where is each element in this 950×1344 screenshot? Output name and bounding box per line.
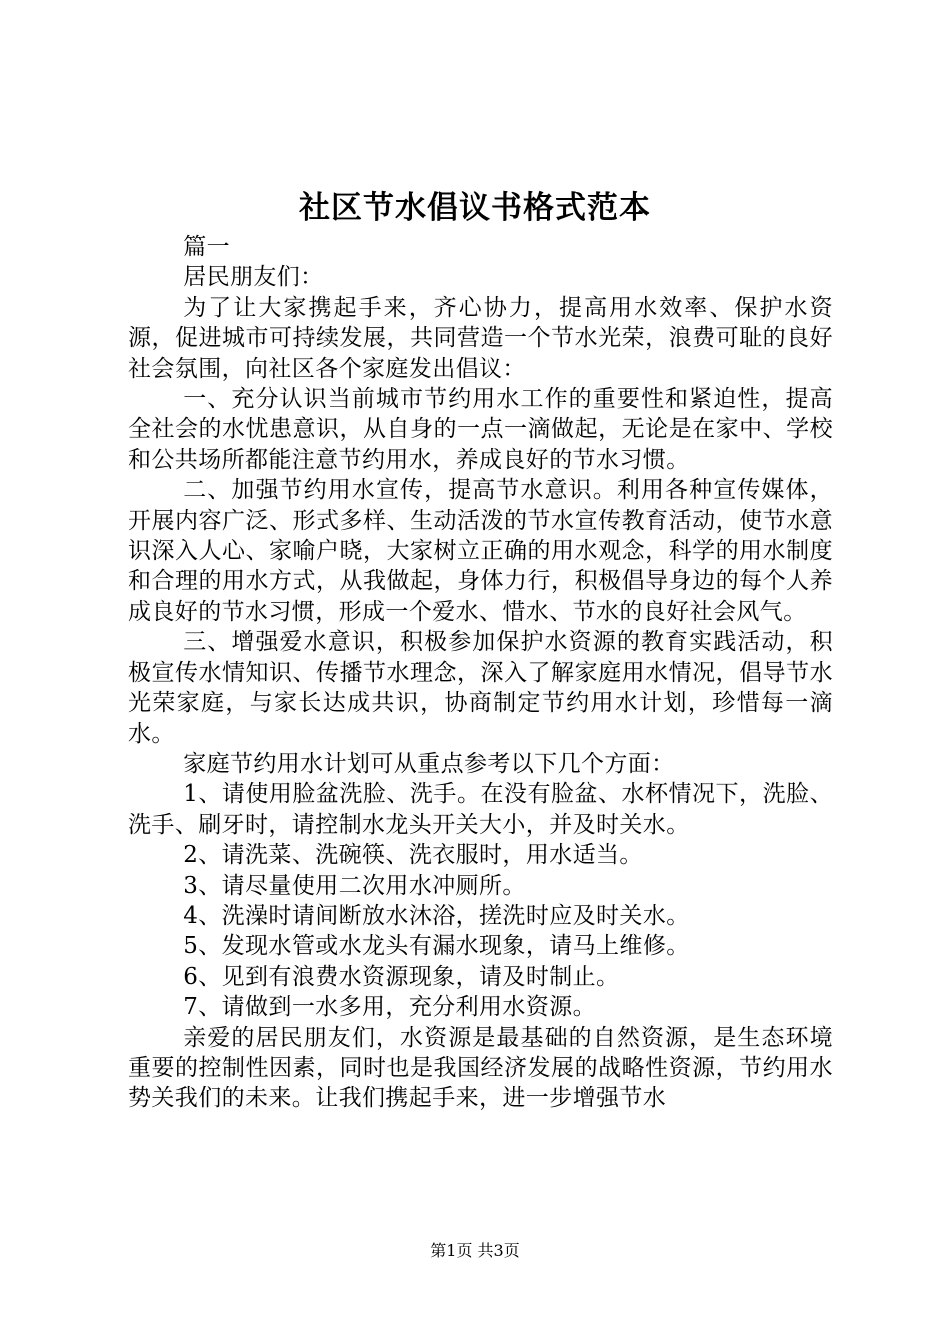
proposal-1-paragraph: 一、充分认识当前城市节约用水工作的重要性和紧迫性，提高全社会的水忧患意识，从自身的一点一滴做起，无论是在家中、学校和公共场所都能注意节约用水，养成良好的节水习惯。 xyxy=(128,386,833,473)
section-label: 篇一 xyxy=(183,234,230,260)
closing-paragraph: 亲爱的居民朋友们，水资源是最基础的自然资源，是生态环境重要的控制性因素，同时也是我国经济发展的战略性资源，节约用水势关我们的未来。让我们携起手来，进一步增强节水 xyxy=(128,1024,833,1112)
plan-heading: 家庭节约用水计划可从重点参考以下几个方面： xyxy=(183,750,675,777)
plan-item: 1、请使用脸盆洗脸、洗手。在没有脸盆、水杯情况下，洗脸、洗手、刷牙时，请控制水龙头开关大小，并及时关水。 xyxy=(128,781,833,838)
plan-item: 4、洗澡时请间断放水沐浴，搓洗时应及时关水。 xyxy=(183,902,690,929)
document-body xyxy=(128,232,833,1114)
document-title: 社区节水倡议书格式范本 xyxy=(299,190,651,226)
plan-item: 2、请洗菜、洗碗筷、洗衣服时，用水适当。 xyxy=(183,842,643,869)
intro-paragraph: 为了让大家携起手来，齐心协力，提高用水效率、保护水资源，促进城市可持续发展，共同营造一个节水光荣，浪费可耻的良好社会氛围，向社区各个家庭发出倡议： xyxy=(128,294,833,382)
plan-item: 7、请做到一水多用，充分利用水资源。 xyxy=(183,994,597,1021)
proposal-3-paragraph: 三、增强爱水意识，积极参加保护水资源的教育实践活动，积极宣传水情知识、传播节水理念，深入了解家庭用水情况，倡导节水光荣家庭，与家长达成共识，协商制定节约用水计划，珍惜每一滴水。 xyxy=(128,629,833,747)
proposal-2-paragraph: 二、加强节约用水宣传，提高节水意识。利用各种宣传媒体，开展内容广泛、形式多样、生动活泼的节水宣传教育活动，使节水意识深入人心、家喻户晓，大家树立正确的用水观念，科学的用水制度和合理的用水方式，从我做起，身体力行，积极倡导身边的每个人养成良好的节水习惯，形成一个爱水、惜水、节水的良好社会风气。 xyxy=(128,477,833,625)
plan-item: 5、发现水管或水龙头有漏水现象，请马上维修。 xyxy=(183,933,690,960)
page-number-footer: 第1页 共3页 xyxy=(430,1241,520,1260)
salutation: 居民朋友们： xyxy=(183,264,324,291)
plan-item: 6、见到有浪费水资源现象，请及时制止。 xyxy=(183,963,620,990)
plan-item: 3、请尽量使用二次用水冲厕所。 xyxy=(183,872,526,899)
